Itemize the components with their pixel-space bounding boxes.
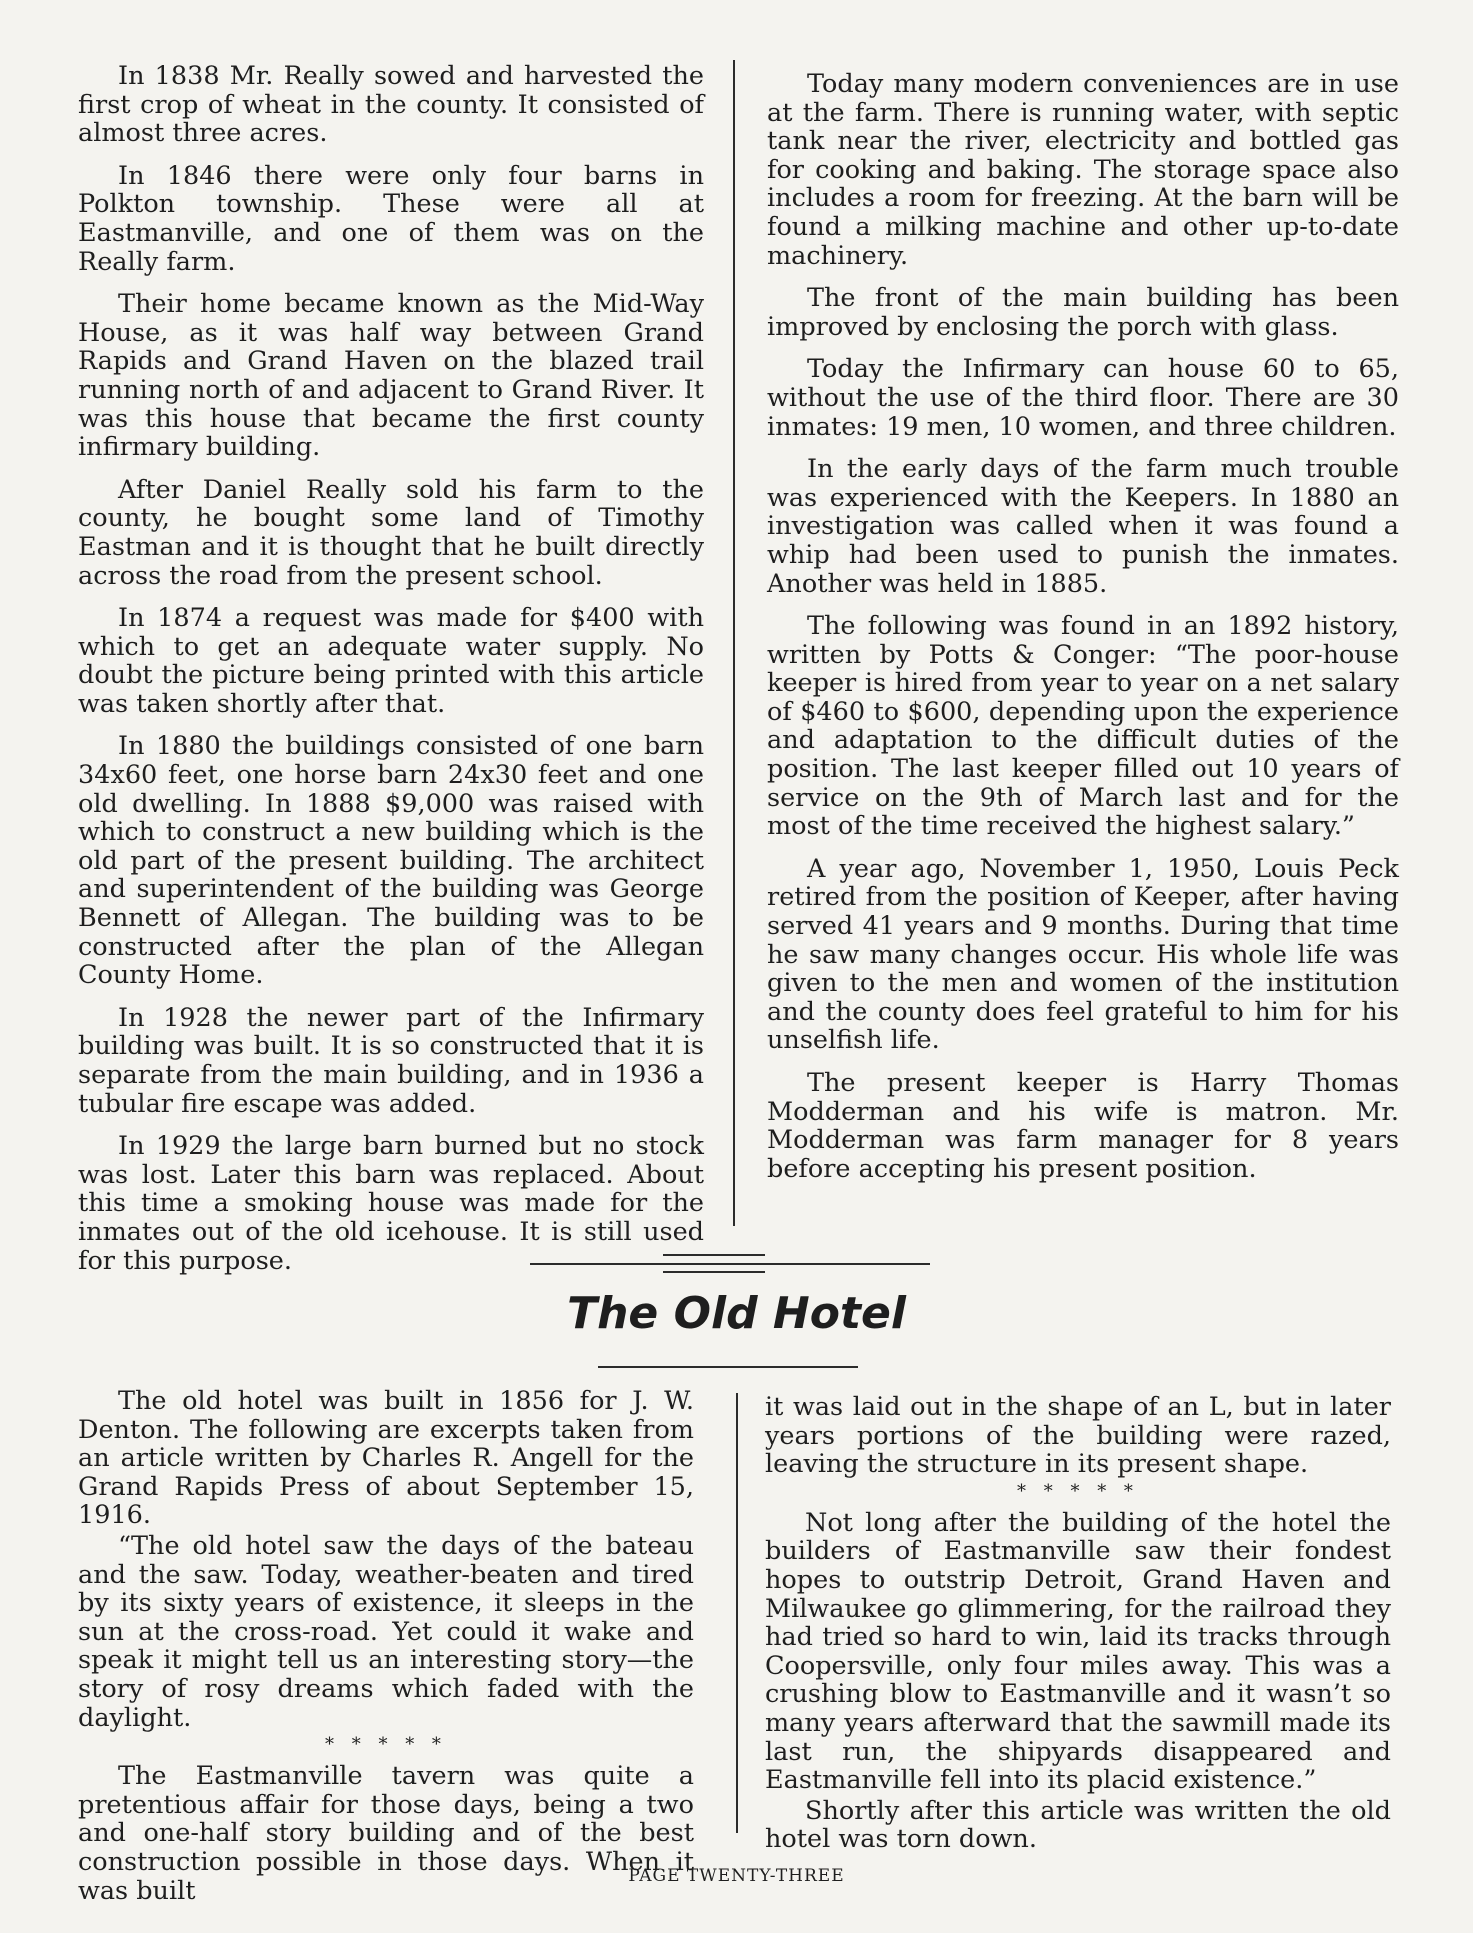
paragraph: The following was found in an 1892 history, written by Potts & Conger: “The poor-house keeper is hired from year to year on a net salary of $460 to $600, depending upon the experience and adaptation to the difficult duties of the position. The last keeper filled out 10 years of service on the 9th of March last and for the most of the time received the highest salary.” bbox=[767, 611, 1399, 842]
paragraph: it was laid out in the shape of an L, but in later years portions of the building were razed, leaving the structure in its present shape. bbox=[765, 1392, 1391, 1480]
paragraph: A year ago, November 1, 1950, Louis Peck retired from the position of Keeper, after having served 41 years and 9 months. During that time he saw many changes occur. His whole life was given to the men and women of the institution and the county does feel grateful to him for his unselfish life. bbox=[767, 853, 1399, 1056]
paragraph: Shortly after this article was written the old hotel was torn down. bbox=[765, 1795, 1391, 1855]
paragraph: In 1928 the newer part of the Infirmary building was built. It is so constructed that it is separate from the main building, and in 1936 a tubular fire escape was added. bbox=[78, 1002, 704, 1119]
paragraph: After Daniel Really sold his farm to the county, he bought some land of Timothy Eastman and it is thought that he built directly across the road from the present school. bbox=[78, 474, 704, 591]
paragraph: Today the Infirmary can house 60 to 65, without the use of the third floor. There are 30 inmates: 19 men, 10 women, and three children. bbox=[767, 354, 1399, 442]
paragraph: Their home became known as the Mid-Way House, as it was half way between Grand Rapids and Grand Haven on the blazed trail running north of and adjacent to Grand River. It was this house that became the first county infirmary building. bbox=[78, 289, 704, 463]
paragraph: In 1846 there were only four barns in Polkton township. These were all at Eastmanville, and one of them was on the Really farm. bbox=[78, 160, 704, 277]
paragraph: The Eastmanville tavern was quite a pretentious affair for those days, being a two and one-half story building and of the best construction possible in those days. When it was built bbox=[78, 1761, 694, 1906]
title-rule-top bbox=[530, 1263, 930, 1265]
section-break: * * * * * bbox=[1017, 1480, 1139, 1502]
paragraph: In 1880 the buildings consisted of one barn 34x60 feet, one horse barn 24x30 feet and one old dwelling. In 1888 $9,000 was raised with which to construct a new building which is the old part of the present building. The architect and superintendent of the building was George Bennett of Allegan. The building was to be constructed after the plan of the Allegan County Home. bbox=[78, 731, 704, 991]
infirmary-column-right bbox=[767, 70, 1399, 1197]
section-break: * * * * * bbox=[325, 1734, 447, 1756]
paragraph: In the early days of the farm much trouble was experienced with the Keepers. In 1880 an investigation was called when it was found a whip had been used to punish the inmates. Another was held in 1885. bbox=[767, 454, 1399, 599]
paragraph: The present keeper is Harry Thomas Modderman and his wife is matron. Mr. Modderman was farm manager for 8 years before accepting his present position. bbox=[767, 1068, 1399, 1184]
infirmary-column-left bbox=[78, 62, 704, 1289]
paragraph: In 1838 Mr. Really sowed and harvested the first crop of wheat in the county. It consisted of almost three acres. bbox=[78, 61, 704, 149]
section-title: The Old Hotel bbox=[567, 1288, 906, 1339]
paragraph: In 1874 a request was made for $400 with which to get an adequate water supply. No doubt the picture being printed with this article was taken shortly after that. bbox=[78, 603, 704, 719]
title-rule-top-double bbox=[663, 1271, 765, 1273]
paragraph: In 1929 the large barn burned but no stock was lost. Later this barn was replaced. About this time a smoking house was made for the inmates out of the old icehouse. It is still used for this purpose. bbox=[78, 1131, 704, 1276]
paragraph: Not long after the building of the hotel the builders of Eastmanville saw their fondest hopes to outstrip Detroit, Grand Haven and Milwaukee go glimmering, for the railroad they had tried so hard to win, laid its tracks through Coopersville, only four miles away. This was a crushing blow to Eastmanville and it wasn’t so many years afterward that the sawmill made its last run, the shipyards disappeared and Eastmanville fell into its placid existence.” bbox=[765, 1507, 1391, 1796]
column-divider-top bbox=[733, 60, 735, 1226]
paragraph: “The old hotel saw the days of the bateau and the saw. Today, weather-beaten and tired by its sixty years of existence, it sleeps in the sun at the cross-road. Yet could it wake and speak it might tell us an interesting story—the story of rosy dreams which faded with the daylight. bbox=[78, 1530, 694, 1733]
column-divider-bottom bbox=[736, 1393, 738, 1833]
paragraph: The front of the main building has been improved by enclosing the porch with glass. bbox=[767, 283, 1399, 342]
paragraph: The old hotel was built in 1856 for J. W. Denton. The following are excerpts taken from an article written by Charles R. Angell for the Grand Rapids Press of about September 15, 1916. bbox=[78, 1386, 694, 1531]
hotel-column-right bbox=[765, 1393, 1391, 1856]
paragraph: Today many modern conveniences are in use at the farm. There is running water, with septic tank near the river, electricity and bottled gas for cooking and baking. The storage space also includes a room for freezing. At the barn will be found a milking machine and other up-to-date machinery. bbox=[767, 69, 1399, 271]
page-number: PAGE TWENTY-THREE bbox=[628, 1866, 845, 1886]
hotel-column-left bbox=[78, 1387, 694, 1907]
title-rule-top-double bbox=[663, 1254, 765, 1256]
title-rule-bottom bbox=[598, 1366, 858, 1368]
